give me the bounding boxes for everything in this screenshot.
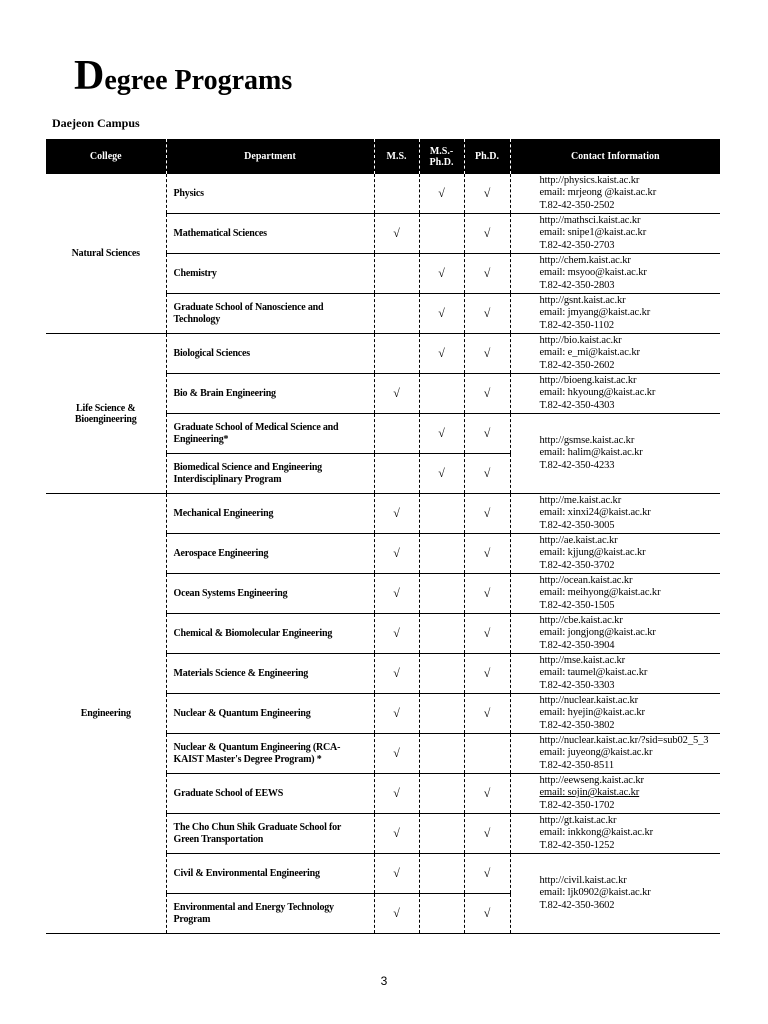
department-cell: The Cho Chun Shik Graduate School for Green Transportation <box>166 814 374 854</box>
contact-cell <box>510 574 720 614</box>
contact-url: http://physics.kaist.ac.kr <box>539 174 640 186</box>
table-row <box>46 174 720 214</box>
table-row <box>46 494 720 534</box>
college-cell: Life Science & Bioengineering <box>46 334 166 494</box>
table-header-row <box>46 139 720 174</box>
page-title <box>74 52 292 100</box>
msphd-cell <box>419 494 464 534</box>
contact-url: http://bioeng.kaist.ac.kr <box>539 374 637 386</box>
contact-url: http://ocean.kaist.ac.kr <box>539 574 633 586</box>
contact-cell <box>510 734 720 774</box>
header-phd: Ph.D. <box>464 139 510 174</box>
phd-cell <box>464 734 510 774</box>
phd-cell: √ <box>464 494 510 534</box>
phd-cell: √ <box>464 414 510 454</box>
contact-tel: T.82-42-350-1505 <box>539 599 615 611</box>
contact-cell <box>510 294 720 334</box>
header-ms: M.S. <box>374 139 419 174</box>
contact-email: email: hkyoung@kaist.ac.kr <box>539 387 656 399</box>
msphd-cell: √ <box>419 174 464 214</box>
msphd-cell: √ <box>419 454 464 494</box>
ms-cell: √ <box>374 614 419 654</box>
contact-cell <box>510 334 720 374</box>
msphd-cell <box>419 534 464 574</box>
contact-cell <box>510 654 720 694</box>
phd-cell: √ <box>464 214 510 254</box>
phd-cell: √ <box>464 894 510 934</box>
msphd-cell: √ <box>419 254 464 294</box>
ms-cell <box>374 294 419 334</box>
contact-tel: T.82-42-350-2502 <box>539 199 615 211</box>
contact-cell <box>510 174 720 214</box>
ms-cell: √ <box>374 374 419 414</box>
contact-cell <box>510 814 720 854</box>
department-cell: Environmental and Energy Technology Program <box>166 894 374 934</box>
contact-cell <box>510 414 720 494</box>
phd-cell: √ <box>464 454 510 494</box>
department-cell: Chemistry <box>166 254 374 294</box>
contact-email: email: kjjung@kaist.ac.kr <box>539 547 646 559</box>
header-msphd-line1: M.S.- <box>429 145 454 157</box>
contact-url: http://mse.kaist.ac.kr <box>539 654 626 666</box>
contact-tel: T.82-42-350-1252 <box>539 839 615 851</box>
phd-cell: √ <box>464 374 510 414</box>
contact-tel: T.82-42-350-4303 <box>539 399 615 411</box>
contact-url: http://gsmse.kaist.ac.kr <box>539 434 635 446</box>
contact-url: http://me.kaist.ac.kr <box>539 494 622 506</box>
contact-email: email: juyeong@kaist.ac.kr <box>539 747 653 759</box>
contact-cell <box>510 774 720 814</box>
ms-cell: √ <box>374 694 419 734</box>
department-cell: Ocean Systems Engineering <box>166 574 374 614</box>
phd-cell: √ <box>464 854 510 894</box>
phd-cell: √ <box>464 174 510 214</box>
ms-cell: √ <box>374 814 419 854</box>
contact-email: email: hyejin@kaist.ac.kr <box>539 707 645 719</box>
contact-tel: T.82-42-350-2602 <box>539 359 615 371</box>
msphd-cell <box>419 574 464 614</box>
contact-cell <box>510 374 720 414</box>
department-cell: Graduate School of Nanoscience and Technology <box>166 294 374 334</box>
contact-email: email: snipe1@kaist.ac.kr <box>539 227 647 239</box>
degree-programs-table <box>46 139 720 934</box>
contact-email: email: msyoo@kaist.ac.kr <box>539 267 647 279</box>
ms-cell: √ <box>374 734 419 774</box>
page-number: 3 <box>380 974 388 988</box>
department-cell: Nuclear & Quantum Engineering <box>166 694 374 734</box>
department-cell: Mechanical Engineering <box>166 494 374 534</box>
contact-email: email: jongjong@kaist.ac.kr <box>539 627 656 639</box>
contact-tel: T.82-42-350-1702 <box>539 799 615 811</box>
ms-cell <box>374 414 419 454</box>
header-contact: Contact Information <box>510 139 720 174</box>
msphd-cell: √ <box>419 414 464 454</box>
msphd-cell <box>419 734 464 774</box>
department-cell: Graduate School of Medical Science and Engineering* <box>166 414 374 454</box>
contact-url: http://bio.kaist.ac.kr <box>539 334 622 346</box>
department-cell: Biomedical Science and Engineering Interdisciplinary Program <box>166 454 374 494</box>
contact-email: email: taumel@kaist.ac.kr <box>539 667 648 679</box>
ms-cell: √ <box>374 894 419 934</box>
ms-cell: √ <box>374 854 419 894</box>
contact-email: email: inkkong@kaist.ac.kr <box>539 827 654 839</box>
contact-cell <box>510 254 720 294</box>
contact-url: http://cbe.kaist.ac.kr <box>539 614 623 626</box>
ms-cell <box>374 334 419 374</box>
contact-tel: T.82-42-350-8511 <box>539 759 615 771</box>
msphd-cell <box>419 214 464 254</box>
header-msphd-line2: Ph.D. <box>429 156 454 168</box>
msphd-cell <box>419 814 464 854</box>
contact-email: email: mrjeong @kaist.ac.kr <box>539 187 657 199</box>
college-cell: Engineering <box>46 494 166 934</box>
contact-cell <box>510 214 720 254</box>
phd-cell: √ <box>464 774 510 814</box>
msphd-cell <box>419 654 464 694</box>
title-rest: egree Programs <box>104 65 293 96</box>
contact-url: http://mathsci.kaist.ac.kr <box>539 214 641 226</box>
contact-url: http://nuclear.kaist.ac.kr/?sid=sub02_5_3 <box>539 734 709 746</box>
contact-tel: T.82-42-350-2803 <box>539 279 615 291</box>
msphd-cell <box>419 894 464 934</box>
msphd-cell <box>419 614 464 654</box>
header-college: College <box>46 139 166 174</box>
department-cell: Chemical & Biomolecular Engineering <box>166 614 374 654</box>
contact-url: http://gsnt.kaist.ac.kr <box>539 294 626 306</box>
table-row <box>46 334 720 374</box>
contact-email: email: sojin@kaist.ac.kr <box>539 787 640 799</box>
contact-url: http://gt.kaist.ac.kr <box>539 814 617 826</box>
contact-email: email: e_mi@kaist.ac.kr <box>539 347 640 359</box>
contact-cell <box>510 854 720 934</box>
phd-cell: √ <box>464 694 510 734</box>
department-cell: Materials Science & Engineering <box>166 654 374 694</box>
department-cell: Physics <box>166 174 374 214</box>
phd-cell: √ <box>464 294 510 334</box>
contact-url: http://chem.kaist.ac.kr <box>539 254 631 266</box>
ms-cell: √ <box>374 654 419 694</box>
msphd-cell: √ <box>419 334 464 374</box>
department-cell: Graduate School of EEWS <box>166 774 374 814</box>
department-cell: Bio & Brain Engineering <box>166 374 374 414</box>
contact-tel: T.82-42-350-3005 <box>539 519 615 531</box>
contact-email: email: jmyang@kaist.ac.kr <box>539 307 651 319</box>
msphd-cell <box>419 854 464 894</box>
contact-tel: T.82-42-350-3702 <box>539 559 615 571</box>
contact-tel: T.82-42-350-3904 <box>539 639 615 651</box>
header-department: Department <box>166 139 374 174</box>
title-initial: D <box>74 53 105 99</box>
contact-cell <box>510 694 720 734</box>
contact-url: http://eewseng.kaist.ac.kr <box>539 774 644 786</box>
contact-cell <box>510 534 720 574</box>
department-cell: Aerospace Engineering <box>166 534 374 574</box>
contact-cell <box>510 614 720 654</box>
ms-cell: √ <box>374 774 419 814</box>
department-cell: Biological Sciences <box>166 334 374 374</box>
msphd-cell <box>419 374 464 414</box>
msphd-cell: √ <box>419 294 464 334</box>
ms-cell: √ <box>374 494 419 534</box>
phd-cell: √ <box>464 814 510 854</box>
department-cell: Civil & Environmental Engineering <box>166 854 374 894</box>
college-cell: Natural Sciences <box>46 174 166 334</box>
contact-email: email: ljk0902@kaist.ac.kr <box>539 887 651 899</box>
contact-email: email: meihyong@kaist.ac.kr <box>539 587 661 599</box>
ms-cell: √ <box>374 574 419 614</box>
msphd-cell <box>419 774 464 814</box>
contact-tel: T.82-42-350-3802 <box>539 719 615 731</box>
msphd-cell <box>419 694 464 734</box>
contact-tel: T.82-42-350-2703 <box>539 239 615 251</box>
ms-cell <box>374 454 419 494</box>
department-cell: Mathematical Sciences <box>166 214 374 254</box>
ms-cell <box>374 174 419 214</box>
contact-cell <box>510 494 720 534</box>
contact-email: email: xinxi24@kaist.ac.kr <box>539 507 651 519</box>
phd-cell: √ <box>464 534 510 574</box>
ms-cell <box>374 254 419 294</box>
department-cell: Nuclear & Quantum Engineering (RCA-KAIST Master's Degree Program) * <box>166 734 374 774</box>
phd-cell: √ <box>464 654 510 694</box>
phd-cell: √ <box>464 254 510 294</box>
contact-tel: T.82-42-350-3602 <box>539 899 615 911</box>
contact-tel: T.82-42-350-1102 <box>539 319 615 331</box>
contact-url: http://civil.kaist.ac.kr <box>539 874 627 886</box>
contact-tel: T.82-42-350-4233 <box>539 459 615 471</box>
phd-cell: √ <box>464 614 510 654</box>
contact-url: http://ae.kaist.ac.kr <box>539 534 618 546</box>
phd-cell: √ <box>464 334 510 374</box>
contact-tel: T.82-42-350-3303 <box>539 679 615 691</box>
phd-cell: √ <box>464 574 510 614</box>
contact-email: email: halim@kaist.ac.kr <box>539 447 643 459</box>
ms-cell: √ <box>374 534 419 574</box>
header-msphd <box>419 139 464 174</box>
campus-heading: Daejeon Campus <box>52 116 140 130</box>
ms-cell: √ <box>374 214 419 254</box>
contact-url: http://nuclear.kaist.ac.kr <box>539 694 639 706</box>
